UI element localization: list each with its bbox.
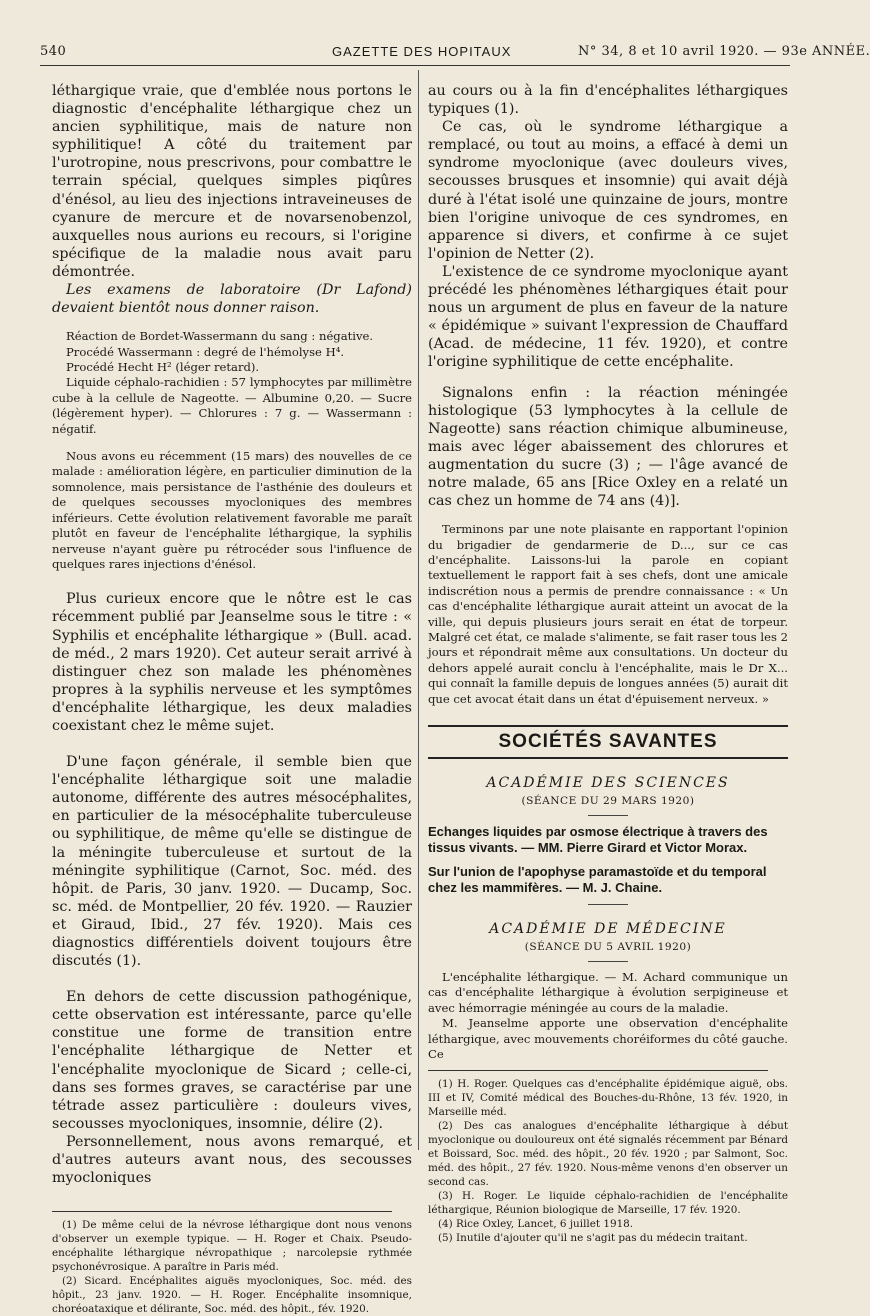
journal-title: GAZETTE DES HOPITAUX bbox=[332, 44, 512, 59]
short-rule bbox=[588, 904, 628, 905]
issue-info: N° 34, 8 et 10 avril 1920. — 93e ANNÉE. bbox=[578, 44, 870, 59]
session-date: (SÉANCE DU 29 MARS 1920) bbox=[521, 795, 695, 808]
communication: Echanges liquides par osmose électrique à travers des tissus vivants. — MM. Pierre Girard et Victor Morax. bbox=[428, 824, 768, 856]
left-column bbox=[52, 82, 412, 1316]
footnote: (3) H. Roger. Le liquide céphalo-rachidien de l'encéphalite léthargique, Réunion biologique de Marseille, 17 fév. 1920. bbox=[428, 1190, 788, 1217]
paragraph: D'une façon générale, il semble bien que l'encéphalite léthargique soit une maladie autonome, différente des autres mésocéphalites, en particulier de la mésocéphalite tuberculeuse ou syphilitique, de même qu'elle se distingue de la méningite tuberculeuse et surtout de la méningite syphilitique (Carnot, Soc. méd. des hôpit. de Paris, 30 janv. 1920. — Ducamp, Soc. sc. méd. de Montpellier, 20 fév. 1920. — Rauzier et Giraud, Ibid., 27 fév. 1920). Mais ces diagnostics différentiels doivent toujours être discutés (1). bbox=[52, 754, 412, 970]
column-divider bbox=[418, 70, 419, 1150]
footnote-rule bbox=[428, 1070, 768, 1071]
lab-result: Procédé Wassermann : degré de l'hémolyse H⁴. bbox=[66, 344, 345, 359]
paragraph: Signalons enfin : la réaction méningée histologique (53 lymphocytes à la cellule de Nageotte) sans réaction chimique albumineuse, mais avec léger abaissement des chlorures et augmentation du sucre (3) ; — l'âge avancé de notre malade, 65 ans [Rice Oxley en a relaté un cas chez un homme de 74 ans (4)]. bbox=[428, 384, 788, 510]
paragraph: Terminons par une note plaisante en rapportant l'opinion du brigadier de gendarmerie de D..., sur ce cas d'encéphalite. Laissons-lui la parole en copiant textuellement le rapport fait à ses chefs, dont une amicale indiscrétion nous a permis de prendre connaissance : « Un cas d'encéphalite léthargique aurait atteint un avocat de la ville, qui depuis plusieurs jours serait en état de torpeur. Malgré cet état, ce malade s'alimente, se fait raser tous les 2 jours et répondrait même aux consultations. Un docteur du dehors appelé aurait conclu à l'encéphalite, mais le Dr X... qui connaît la famille depuis de longues années (5) aurait dit que cet avocat était dans un état d'épuisement nerveux. » bbox=[428, 522, 788, 706]
section-title: SOCIÉTÉS SAVANTES bbox=[428, 725, 788, 759]
page-number: 540 bbox=[40, 44, 67, 59]
footnote: (2) Des cas analogues d'encéphalite léthargique à début myoclonique ou douloureux ont été signalés récemment par Bénard et Boissard, Soc. méd. des hôpit., 20 fév. 1920 ; par Salmont, Soc. méd. des hôpit., 27 fév. 1920. Nous-même venons d'en observer un second cas. bbox=[428, 1120, 788, 1189]
footnotes bbox=[52, 1218, 412, 1316]
session-date: (SÉANCE DU 5 AVRIL 1920) bbox=[524, 941, 692, 954]
right-column bbox=[428, 82, 788, 1245]
academy-heading: ACADÉMIE DE MÉDECINE bbox=[489, 921, 727, 938]
lab-result: Réaction de Bordet-Wassermann du sang : négative. bbox=[66, 329, 374, 344]
communication: L'encéphalite léthargique. — M. Achard communique un cas d'encéphalite léthargique à évolution serpigineuse et avec hémorragie méningée au cours de la maladie. bbox=[428, 970, 788, 1015]
footnote-rule bbox=[52, 1211, 392, 1212]
paragraph: léthargique vraie, que d'emblée nous portons le diagnostic d'encéphalite léthargique chez un ancien syphilitique, mais de nature non syphilitique! A côté du traitement par l'urotropine, nous prescrivons, pour combattre le terrain spécial, quelques simples piqûres d'énésol, au lieu des injections intraveineuses de cyanure de mercure et de novarsenobenzol, auxquelles nous aurions eu recours, si l'origine spécifique de la maladie nous avait paru démontrée. bbox=[52, 83, 412, 280]
communication: M. Jeanselme apporte une observation d'encéphalite léthargique, avec mouvements choréiformes du côté gauche. Ce bbox=[428, 1016, 788, 1062]
paragraph: Ce cas, où le syndrome léthargique a remplacé, ou tout au moins, a effacé à demi un syndrome myoclonique (avec douleurs vives, secousses brusques et insomnie) qui avait déjà duré à l'état isolé une quinzaine de jours, montre bien l'origine univoque de ces syndromes, en apparence si divers, et confirme à ce sujet l'opinion de Netter (2). bbox=[428, 119, 788, 262]
short-rule bbox=[588, 961, 628, 962]
paragraph: Plus curieux encore que le nôtre est le cas récemment publié par Jeanselme sous le titre : « Syphilis et encéphalite léthargique » (Bull. acad. de méd., 2 mars 1920). Cet auteur serait arrivé à distinguer chez son malade les phénomènes propres à la syphilis nerveuse et les symptômes d'encéphalite léthargique, les deux maladies coexistant chez le même sujet. bbox=[52, 591, 412, 734]
footnote: (2) Sicard. Encéphalites aiguës myocloniques, Soc. méd. des hôpit., 23 janv. 1920. — H. Roger. Encéphalite insomnique, choréoataxique et délirante, Soc. méd. des hôpit., fév. 1920. bbox=[52, 1275, 412, 1316]
footnotes bbox=[428, 1077, 788, 1245]
lab-result: Procédé Hecht H² (léger retard). bbox=[66, 360, 260, 375]
page-header bbox=[40, 40, 870, 66]
footnote: (1) De même celui de la névrose léthargique dont nous venons d'observer un exemple typique. — H. Roger et Chaix. Pseudo-encéphalite léthargique névropathique ; narcolepsie rythmée psychonévrosique. A paraître in Paris méd. bbox=[52, 1219, 412, 1274]
footnote: (1) H. Roger. Quelques cas d'encéphalite épidémique aiguë, obs. III et IV, Comité médical des Bouches-du-Rhône, 13 fév. 1920, in Marseille méd. bbox=[428, 1078, 788, 1119]
footnote: (4) Rice Oxley, Lancet, 6 juillet 1918. bbox=[438, 1218, 634, 1231]
paragraph: En dehors de cette discussion pathogénique, cette observation est intéressante, parce qu'elle constitue une forme de transition entre l'encéphalite léthargique de Netter et l'encéphalite myoclonique de Sicard ; celle-ci, dans ses formes graves, se caractérise par une tétrade assez particulière : douleurs vives, secousses myocloniques, insomnie, délire (2). bbox=[52, 989, 412, 1132]
paragraph: L'existence de ce syndrome myoclonique ayant précédé les phénomènes léthargiques était pour nous un argument de plus en faveur de la nature « épidémique » suivant l'expression de Chauffard (Acad. de médecine, 11 fév. 1920), et contre l'origine syphilitique de cette encéphalite. bbox=[428, 263, 788, 371]
paragraph: Les examens de laboratoire (Dr Lafond) devaient bientôt nous donner raison. bbox=[52, 282, 412, 317]
paragraph: Personnellement, nous avons remarqué, et d'autres auteurs avant nous, des secousses myocloniques bbox=[52, 1133, 412, 1187]
lab-result: Liquide céphalo-rachidien : 57 lymphocytes par millimètre cube à la cellule de Nageotte. — Albumine 0,20. — Sucre (légèrement hyper). — Chlorures : 7 g. — Wassermann : négatif. bbox=[52, 375, 412, 436]
paragraph: au cours ou à la fin d'encéphalites léthargiques typiques (1). bbox=[428, 83, 788, 118]
communication: Sur l'union de l'apophyse paramastoïde et du temporal chez les mammifères. — M. J. Chaine. bbox=[428, 864, 767, 896]
short-rule bbox=[588, 815, 628, 816]
academy-heading: ACADÉMIE DES SCIENCES bbox=[486, 775, 730, 792]
paragraph: Nous avons eu récemment (15 mars) des nouvelles de ce malade : amélioration légère, en particulier diminution de la somnolence, mais persistance de l'asthénie des douleurs et de quelques secousses myocloniques des membres inférieurs. Cette évolution relativement favorable me paraît plutôt en faveur de l'encéphalite léthargique, la syphilis nerveuse n'ayant guère pu rétrocéder sous l'influence de quelques rares injections d'énésol. bbox=[52, 449, 412, 571]
footnote: (5) Inutile d'ajouter qu'il ne s'agit pas du médecin traitant. bbox=[438, 1232, 748, 1245]
